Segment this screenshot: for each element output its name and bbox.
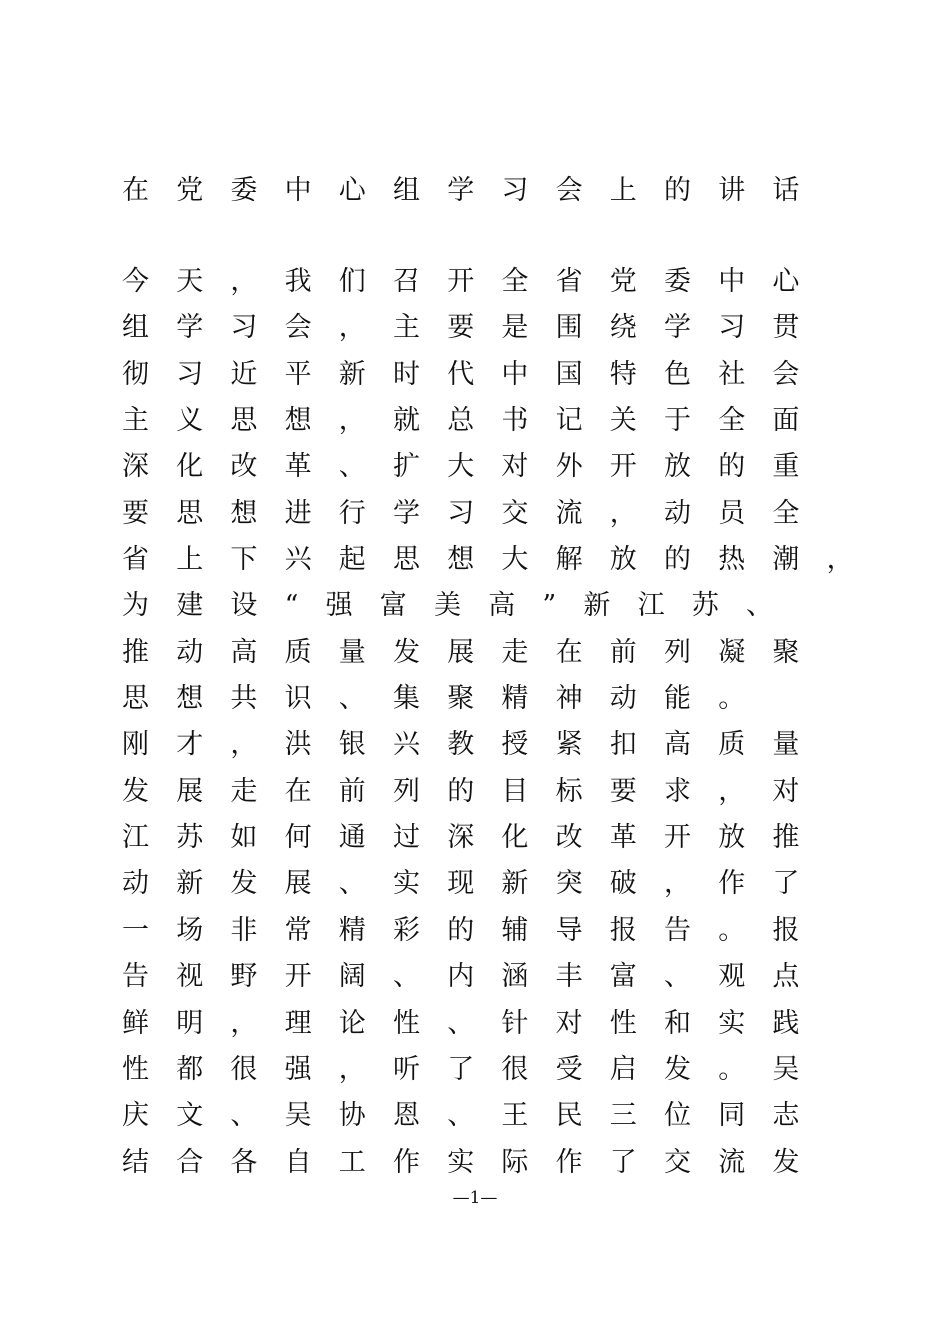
text-line: 庆文、吴协恩、王民三位同志 (122, 1100, 827, 1132)
text-line: 鲜明，理论性、针对性和实践 (122, 1007, 827, 1039)
text-line: 省上下兴起思想大解放的热潮， (122, 544, 881, 576)
page-number: —1— (452, 1188, 498, 1208)
text-line: 动新发展、实现新突破，作了 (122, 868, 827, 900)
text-line: 今天，我们召开全省党委中心 (122, 266, 827, 297)
text-line: 告视野开阔、内涵丰富、观点 (122, 961, 827, 993)
text-line: 深化改革、扩大对外开放的重 (122, 451, 827, 483)
body-text (122, 259, 881, 1186)
text-line: 一场非常精彩的辅导报告。报 (122, 914, 827, 946)
text-line: 结合各自工作实际作了交流发 (122, 1146, 827, 1178)
text-line: 性都很强，听了很受启发。吴 (122, 1053, 827, 1085)
text-line: 思想共识、集聚精神动能。 (122, 683, 773, 715)
text-line: 刚才，洪银兴教授紧扣高质量 (122, 729, 827, 761)
text-line: 发展走在前列的目标要求，对 (122, 775, 827, 807)
text-line: 主义思想，就总书记关于全面 (122, 405, 827, 437)
text-line: 彻习近平新时代中国特色社会 (122, 358, 827, 390)
text-line: 要思想进行学习交流，动员全 (122, 497, 827, 529)
text-line: 推动高质量发展走在前列凝聚 (122, 636, 827, 668)
page-title: 在党委中心组学习会上的讲话 (122, 175, 827, 206)
text-line: 组学习会，主要是围绕学习贯 (122, 312, 827, 344)
text-line: 江苏如何通过深化改革开放推 (122, 822, 827, 854)
text-line: 为建设“强富美高”新江苏、 (122, 590, 801, 622)
